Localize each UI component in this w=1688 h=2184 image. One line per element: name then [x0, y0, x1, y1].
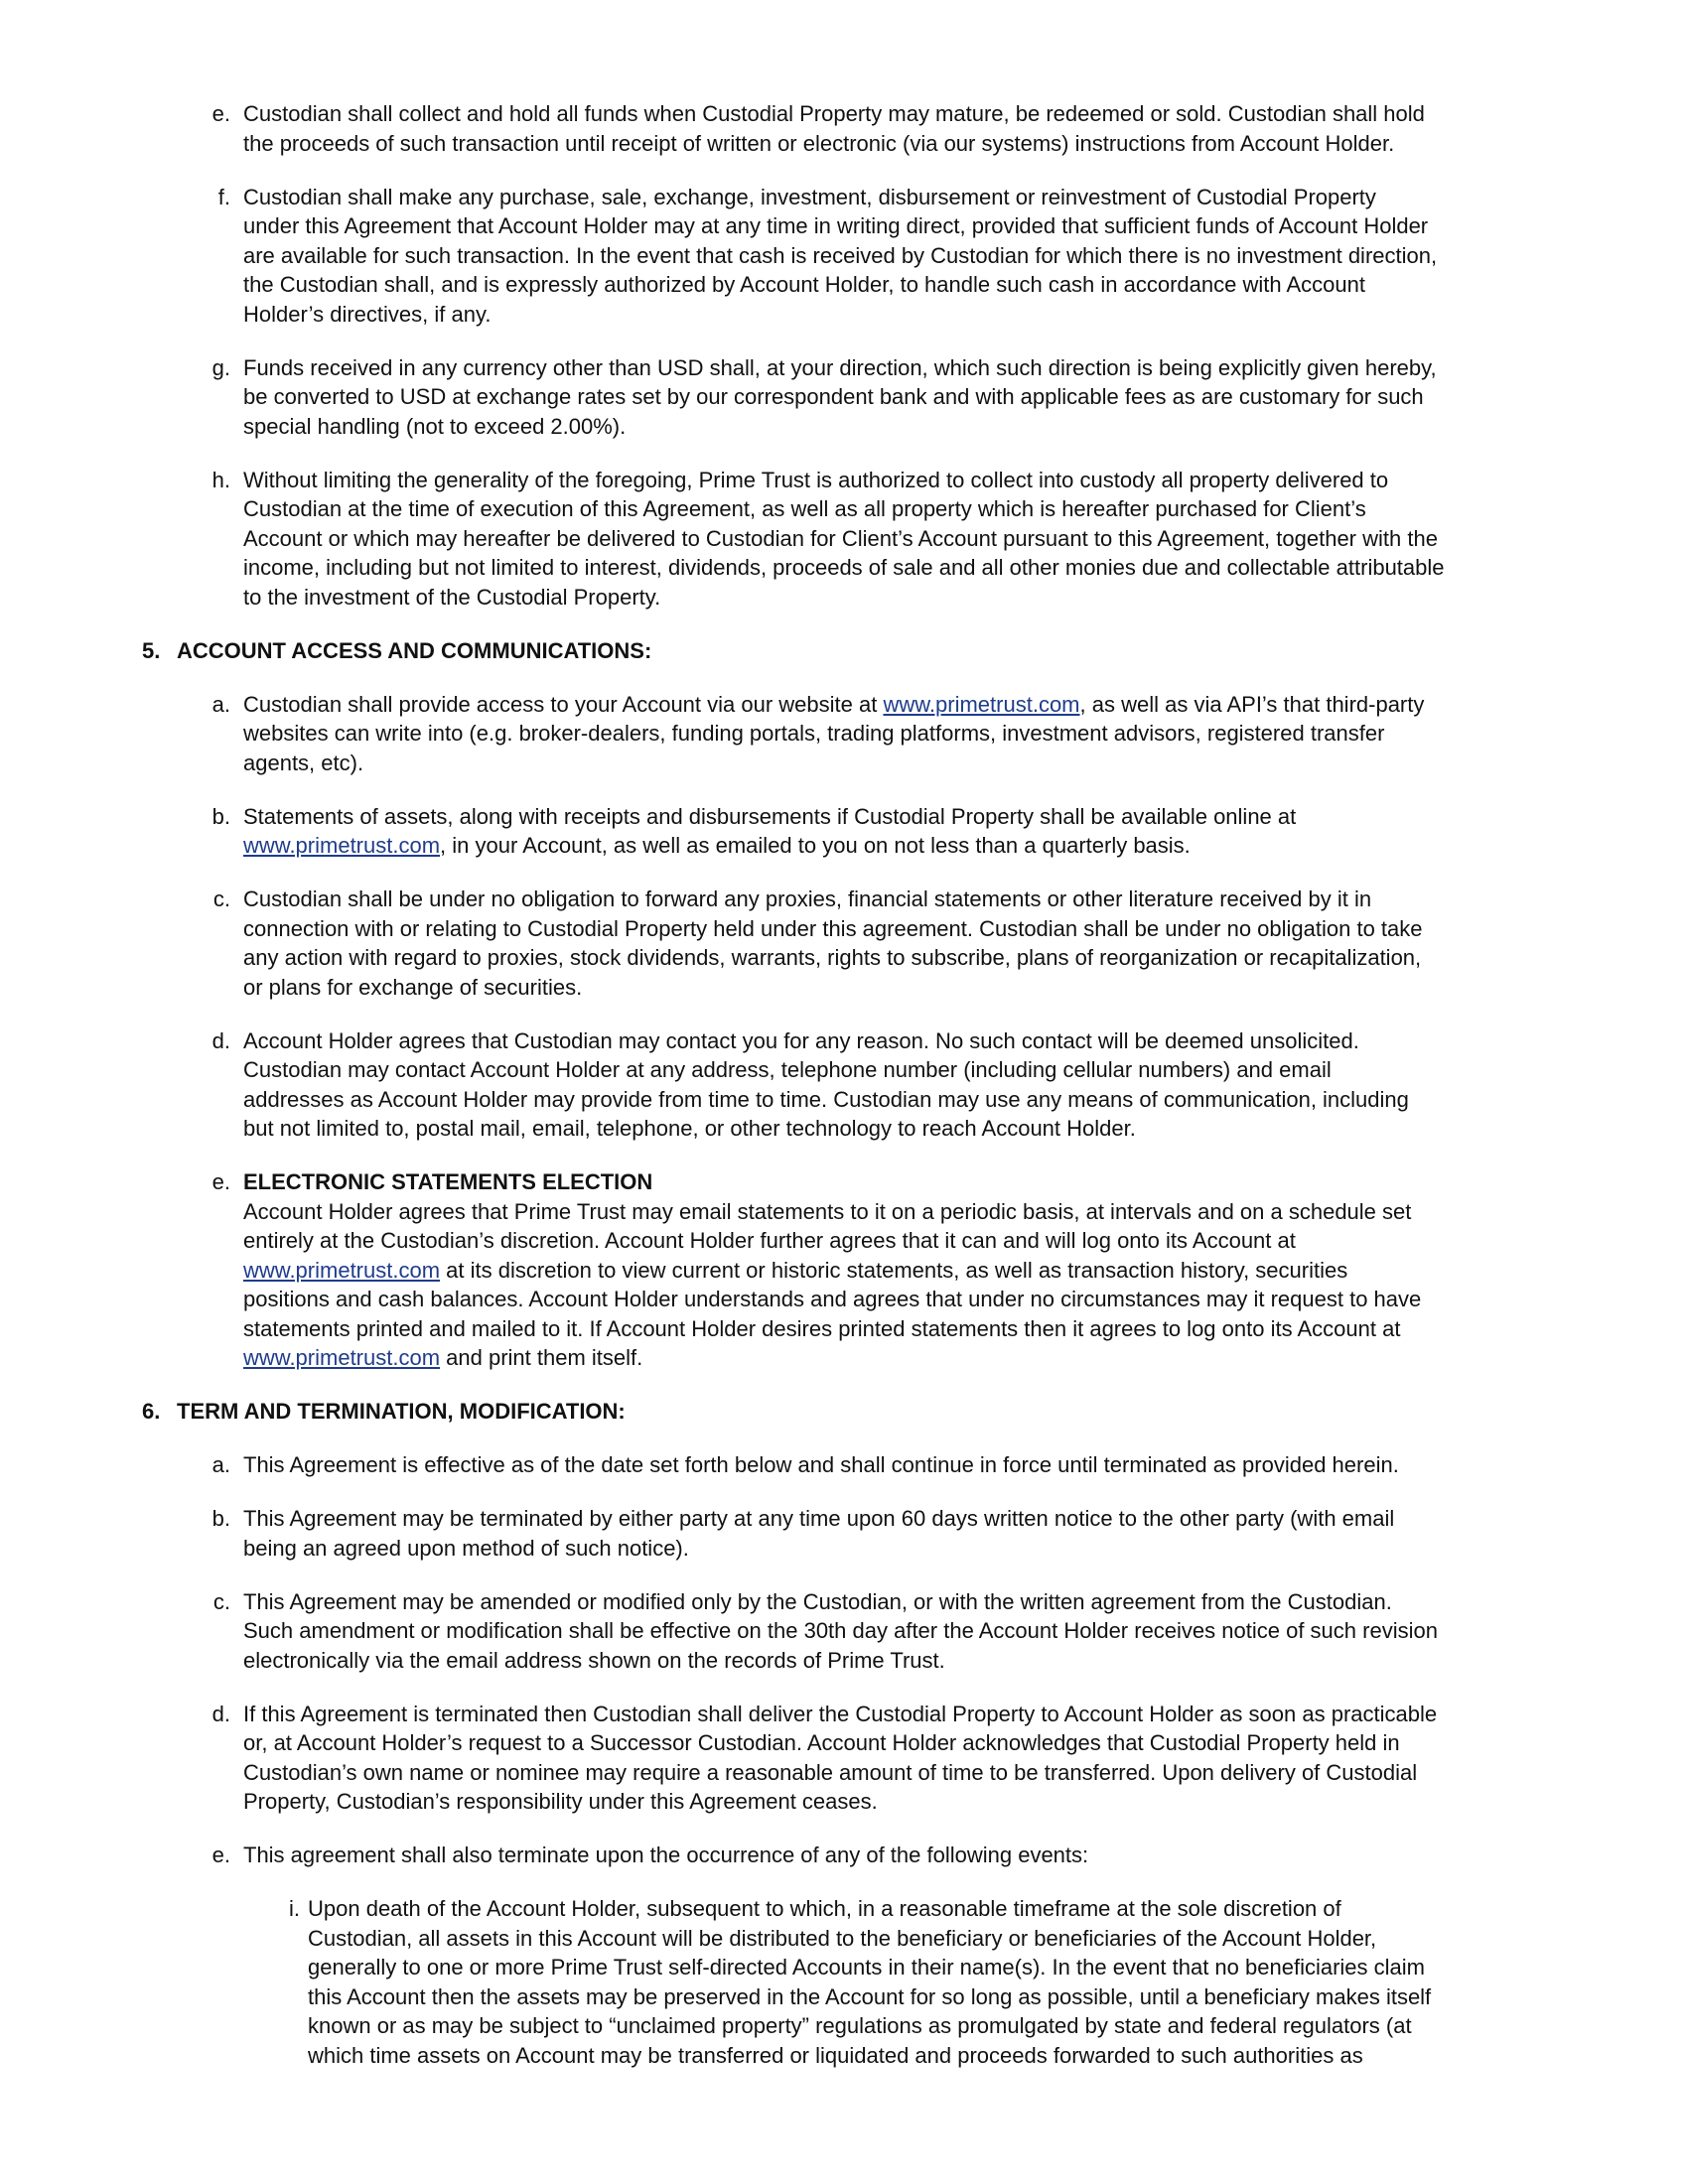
section-heading	[0, 1397, 1688, 1427]
text-segment: Account Holder agrees that Custodian may contact you for any reason. No such contact will be deemed unsolicited.	[243, 1027, 1359, 1053]
primetrust-link[interactable]: www.primetrust.com	[243, 1345, 441, 1370]
text-line	[243, 1587, 1688, 1617]
text-segment: Custodian at the time of execution of this Agreement, as well as all property which is hereafter purchased for Client’s	[243, 496, 1366, 521]
text-segment: to the investment of the Custodial Property.	[243, 584, 661, 610]
text-segment: Custodian shall provide access to your Account via our website at	[243, 691, 884, 717]
list-item	[0, 466, 1688, 613]
text-line	[243, 1616, 1688, 1646]
text-segment: Custodian shall be under no obligation to forward any proxies, financial statements or other literature received by it in	[243, 887, 1372, 911]
item-marker: h.	[211, 467, 230, 492]
text-segment: positions and cash balances. Account Holder understands and agrees that under no circumstances may it request to have	[243, 1287, 1422, 1311]
text-line	[243, 802, 1688, 832]
text-segment: Funds received in any currency other than USD shall, at your direction, which such direction is being explicitly given hereby,	[243, 354, 1437, 380]
text-segment: , in your Account, as well as emailed to you on not less than a quarterly basis.	[440, 833, 1191, 858]
text-segment: any action with regard to proxies, stock dividends, warrants, rights to subscribe, plans of reorganization or recapitalization,	[243, 945, 1422, 970]
text-line	[243, 1055, 1688, 1085]
text-line	[308, 1982, 1688, 2012]
item-text	[243, 1504, 1688, 1563]
list-item	[0, 1700, 1688, 1817]
text-line	[243, 1256, 1688, 1286]
text-line	[243, 1646, 1688, 1676]
text-line	[243, 382, 1688, 412]
text-segment: , as well as via API’s that third-party	[1079, 691, 1425, 717]
text-segment: Statements of assets, along with receipts and disbursements if Custodial Property shall be available online at	[243, 803, 1297, 829]
item-marker: c.	[212, 887, 230, 911]
text-line	[243, 300, 1688, 330]
text-line	[243, 1343, 1688, 1373]
text-line	[243, 183, 1688, 212]
item-marker: i.	[289, 1896, 300, 1921]
text-line	[177, 1397, 1688, 1427]
text-segment: Account Holder agrees that Prime Trust may email statements to it on a periodic basis, at intervals and on a schedule set	[243, 1198, 1412, 1224]
item-text	[243, 1841, 1688, 1870]
text-segment: This Agreement may be terminated by either party at any time upon 60 days written notice to the other party (with email	[243, 1506, 1395, 1531]
text-line	[243, 270, 1688, 300]
text-line	[243, 719, 1688, 749]
list-item	[0, 99, 1688, 158]
item-text	[243, 1026, 1688, 1144]
text-line	[243, 553, 1688, 583]
item-marker: 6.	[142, 1399, 161, 1424]
item-text	[243, 99, 1688, 158]
text-line	[243, 1197, 1688, 1227]
list-item	[0, 1841, 1688, 1870]
text-line	[308, 1953, 1688, 1982]
text-segment: Upon death of the Account Holder, subsequent to which, in a reasonable timeframe at the sole discretion of	[308, 1896, 1341, 1921]
text-line	[243, 1167, 1688, 1197]
text-segment: addresses as Account Holder may provide from time to time. Custodian may use any means of communication, including	[243, 1086, 1409, 1112]
sub-list-item	[0, 1894, 1688, 2070]
text-line	[243, 1534, 1688, 1564]
item-marker: b.	[211, 803, 230, 829]
text-segment: at its discretion to view current or historic statements, as well as transaction history, securities	[440, 1257, 1348, 1283]
agreement-page	[0, 99, 1688, 2095]
item-text	[243, 1167, 1688, 1373]
item-marker: f.	[217, 184, 230, 209]
text-segment: the Custodian shall, and is expressly authorized by Account Holder, to handle such cash in accordance with Account	[243, 272, 1366, 297]
text-line	[243, 690, 1688, 720]
item-marker: a.	[211, 691, 230, 717]
subsection-title: ELECTRONIC STATEMENTS ELECTION	[243, 1169, 653, 1194]
text-line	[243, 1285, 1688, 1314]
text-line	[308, 2011, 1688, 2041]
item-text	[177, 1397, 1688, 1427]
text-line	[243, 1085, 1688, 1115]
text-segment: This Agreement may be amended or modified only by the Custodian, or with the written agreement from the Custodian.	[243, 1588, 1392, 1614]
text-line	[243, 749, 1688, 778]
list-item	[0, 802, 1688, 861]
item-marker: g.	[211, 354, 230, 380]
text-line	[243, 1700, 1688, 1729]
text-line	[243, 885, 1688, 914]
text-line	[243, 241, 1688, 271]
item-marker: d.	[211, 1701, 230, 1726]
text-segment: Custodian’s own name or nominee may require a reasonable amount of time to be transferred. Upon delivery of Custodial	[243, 1759, 1418, 1785]
text-line	[243, 211, 1688, 241]
item-text	[243, 885, 1688, 1002]
item-text	[243, 1450, 1688, 1480]
item-marker: e.	[211, 1843, 230, 1867]
text-line	[243, 1226, 1688, 1256]
item-text	[243, 1700, 1688, 1817]
item-text	[243, 353, 1688, 442]
text-segment: Account or which may hereafter be delivered to Custodian for Client’s Account pursuant to this Agreement, together with the	[243, 525, 1438, 551]
list-item	[0, 183, 1688, 330]
text-line	[243, 1026, 1688, 1056]
item-marker: e.	[211, 101, 230, 126]
text-segment: agents, etc).	[243, 750, 364, 775]
text-line	[243, 99, 1688, 129]
text-segment: websites can write into (e.g. broker-dealers, funding portals, trading platforms, investment advisors, registered transfer	[243, 721, 1385, 746]
text-line	[243, 524, 1688, 554]
item-marker: c.	[212, 1588, 230, 1614]
text-line	[243, 1314, 1688, 1344]
text-segment: ACCOUNT ACCESS AND COMMUNICATIONS:	[177, 637, 652, 663]
text-line	[243, 1841, 1688, 1870]
text-segment: are available for such transaction. In the event that cash is received by Custodian for which there is no investment direction,	[243, 242, 1438, 268]
text-line	[243, 412, 1688, 442]
text-segment: This agreement shall also terminate upon the occurrence of any of the following events:	[243, 1843, 1089, 1867]
item-marker: e.	[211, 1169, 230, 1194]
item-text	[243, 690, 1688, 778]
text-line	[243, 466, 1688, 495]
text-segment: Custodian may contact Account Holder at any address, telephone number (including cellular numbers) and email	[243, 1057, 1332, 1082]
text-segment: under this Agreement that Account Holder may at any time in writing direct, provided that sufficient funds of Account Holder	[243, 213, 1429, 238]
text-segment: TERM AND TERMINATION, MODIFICATION:	[177, 1399, 626, 1424]
text-line	[308, 1924, 1688, 1954]
text-line	[243, 129, 1688, 159]
item-text	[243, 183, 1688, 330]
text-line	[243, 831, 1688, 861]
text-segment: being an agreed upon method of such notice).	[243, 1535, 689, 1561]
list-item	[0, 885, 1688, 1002]
list-item	[0, 1167, 1688, 1373]
text-segment: Custodian shall make any purchase, sale, exchange, investment, disbursement or reinvestment of Custodial Property	[243, 184, 1376, 209]
text-segment: which time assets on Account may be transferred or liquidated and proceeds forwarded to such authorities as	[308, 2042, 1363, 2068]
item-marker: a.	[211, 1452, 230, 1477]
text-line	[243, 914, 1688, 944]
item-marker: d.	[211, 1027, 230, 1053]
item-marker: 5.	[142, 637, 161, 663]
text-segment: but not limited to, postal mail, email, telephone, or other technology to reach Account Holder.	[243, 1116, 1136, 1141]
list-item	[0, 1504, 1688, 1563]
item-text	[243, 802, 1688, 861]
text-line	[243, 973, 1688, 1003]
text-segment: Such amendment or modification shall be effective on the 30th day after the Account Holder receives notice of such revision	[243, 1618, 1438, 1643]
text-line	[243, 494, 1688, 524]
text-line	[243, 1787, 1688, 1817]
text-line	[243, 1114, 1688, 1144]
text-line	[243, 353, 1688, 383]
text-segment: Custodian shall collect and hold all funds when Custodial Property may mature, be redeemed or sold. Custodian shall hold	[243, 101, 1425, 126]
text-segment: Without limiting the generality of the foregoing, Prime Trust is authorized to collect into custody all property delivered to	[243, 467, 1389, 492]
text-segment: electronically via the email address shown on the records of Prime Trust.	[243, 1647, 945, 1673]
section-heading	[0, 636, 1688, 666]
text-segment: the proceeds of such transaction until receipt of written or electronic (via our systems) instructions from Account Holder.	[243, 130, 1395, 156]
text-segment: This Agreement is effective as of the date set forth below and shall continue in force until terminated as provided herein.	[243, 1452, 1399, 1477]
text-segment: income, including but not limited to interest, dividends, proceeds of sale and all other monies due and collectable attributable	[243, 555, 1445, 580]
text-segment: connection with or relating to Custodial Property held under this agreement. Custodian shall be under no obligation to take	[243, 915, 1423, 941]
text-segment: or plans for exchange of securities.	[243, 974, 583, 1000]
text-segment: known or as may be subject to “unclaimed property” regulations as promulgated by state and federal regulators (at	[308, 2013, 1412, 2038]
text-segment: Holder’s directives, if any.	[243, 301, 492, 327]
text-line	[308, 2041, 1688, 2071]
text-segment: entirely at the Custodian’s discretion. Account Holder further agrees that it can and will log onto its Account at	[243, 1228, 1296, 1253]
primetrust-link[interactable]: www.primetrust.com	[243, 1257, 441, 1283]
text-segment: and print them itself.	[440, 1345, 643, 1370]
list-item	[0, 1587, 1688, 1676]
item-text	[308, 1894, 1688, 2070]
text-segment: If this Agreement is terminated then Custodian shall deliver the Custodial Property to Account Holder as soon as practicable	[243, 1701, 1438, 1726]
list-item	[0, 690, 1688, 778]
text-line	[243, 583, 1688, 613]
item-text	[243, 466, 1688, 613]
text-segment: statements printed and mailed to it. If Account Holder desires printed statements then it agrees to log onto its Account at	[243, 1315, 1401, 1341]
text-segment: or, at Account Holder’s request to a Successor Custodian. Account Holder acknowledges that Custodial Property held in	[243, 1730, 1400, 1755]
text-line	[243, 1504, 1688, 1534]
text-line	[243, 1728, 1688, 1758]
text-segment: generally to one or more Prime Trust self-directed Accounts in their name(s). In the event that no beneficiaries claim	[308, 1955, 1425, 1979]
text-segment: special handling (not to exceed 2.00%).	[243, 413, 627, 439]
text-segment: Property, Custodian’s responsibility under this Agreement ceases.	[243, 1789, 878, 1814]
text-line	[243, 1450, 1688, 1480]
list-item	[0, 1026, 1688, 1144]
text-line	[243, 1758, 1688, 1788]
primetrust-link[interactable]: www.primetrust.com	[243, 833, 441, 858]
text-segment: this Account then the assets may be preserved in the Account for so long as possible, until a beneficiary makes itself	[308, 1983, 1432, 2009]
text-segment: be converted to USD at exchange rates set by our correspondent bank and with applicable fees as are customary for such	[243, 384, 1424, 409]
text-line	[177, 636, 1688, 666]
text-segment: Custodian, all assets in this Account will be distributed to the beneficiary or beneficiaries of the Account Holder,	[308, 1925, 1377, 1951]
list-item	[0, 353, 1688, 442]
item-text	[177, 636, 1688, 666]
text-line	[308, 1894, 1688, 1924]
primetrust-link[interactable]: www.primetrust.com	[883, 691, 1080, 717]
text-line	[243, 943, 1688, 973]
item-text	[243, 1587, 1688, 1676]
item-marker: b.	[211, 1506, 230, 1531]
list-item	[0, 1450, 1688, 1480]
